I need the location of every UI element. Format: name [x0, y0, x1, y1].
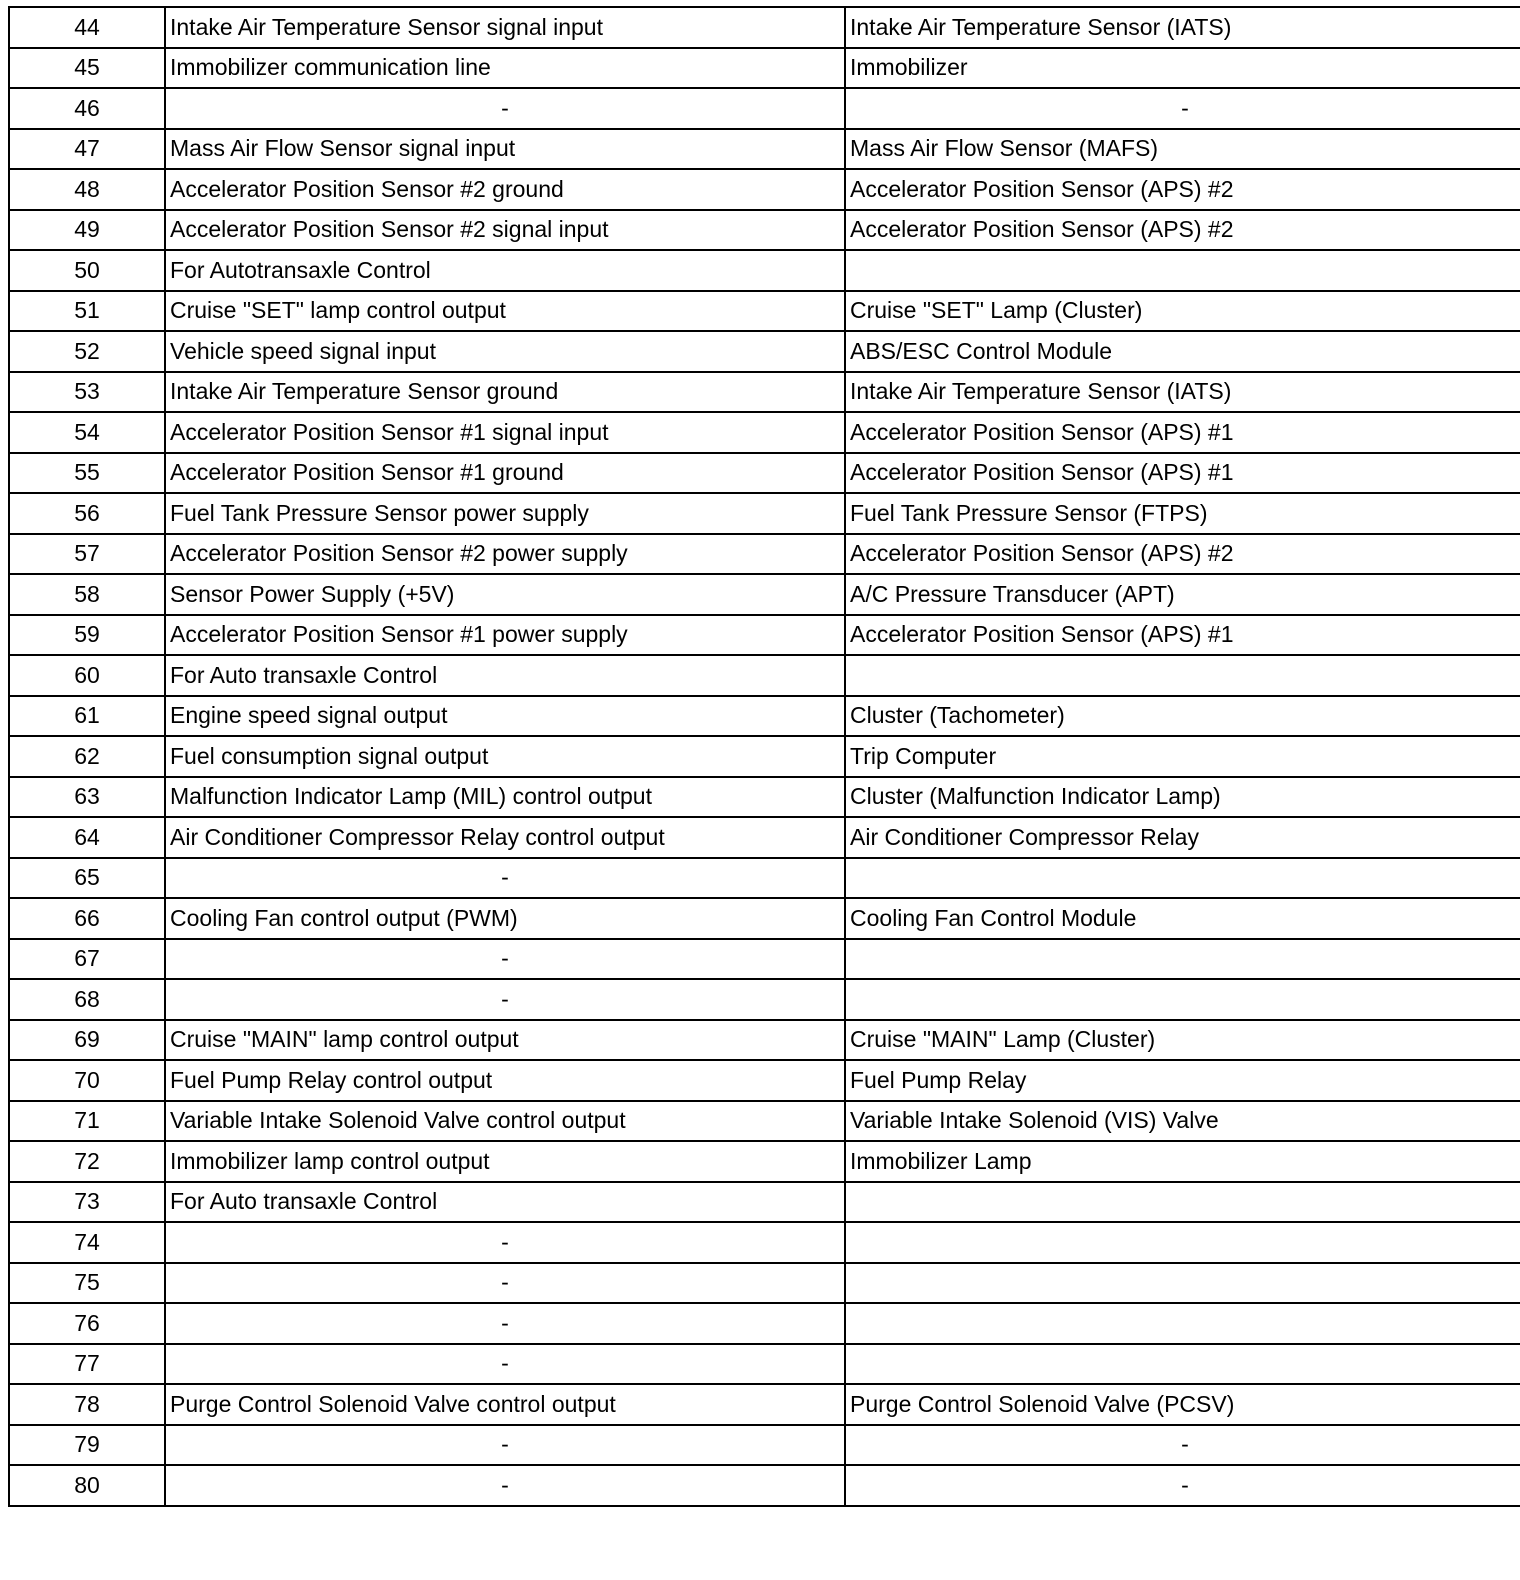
table-row	[9, 7, 1520, 48]
connected-to-cell: -	[845, 1425, 1520, 1466]
description-cell: Air Conditioner Compressor Relay control output	[165, 817, 845, 858]
pin-number-cell: 63	[9, 777, 165, 818]
description-cell: Intake Air Temperature Sensor ground	[165, 372, 845, 413]
description-cell: Cooling Fan control output (PWM)	[165, 898, 845, 939]
connected-to-cell: Accelerator Position Sensor (APS) #1	[845, 453, 1520, 494]
table-row	[9, 817, 1520, 858]
description-cell: -	[165, 1263, 845, 1304]
pin-number-cell: 77	[9, 1344, 165, 1385]
pin-number-cell: 74	[9, 1222, 165, 1263]
table-row	[9, 1182, 1520, 1223]
pin-number-cell: 70	[9, 1060, 165, 1101]
connected-to-cell: Air Conditioner Compressor Relay	[845, 817, 1520, 858]
pin-number-cell: 54	[9, 412, 165, 453]
connected-to-cell: Immobilizer	[845, 48, 1520, 89]
connected-to-cell: Trip Computer	[845, 736, 1520, 777]
description-cell: Variable Intake Solenoid Valve control output	[165, 1101, 845, 1142]
pin-number-cell: 48	[9, 169, 165, 210]
table-row	[9, 412, 1520, 453]
table-row	[9, 1344, 1520, 1385]
connected-to-cell: Accelerator Position Sensor (APS) #2	[845, 534, 1520, 575]
description-cell: -	[165, 1303, 845, 1344]
pin-description-table	[8, 6, 1520, 1507]
table-row	[9, 777, 1520, 818]
connected-to-cell: Cruise "MAIN" Lamp (Cluster)	[845, 1020, 1520, 1061]
table-row	[9, 1060, 1520, 1101]
table-row	[9, 898, 1520, 939]
connected-to-cell: A/C Pressure Transducer (APT)	[845, 574, 1520, 615]
connected-to-cell: Accelerator Position Sensor (APS) #1	[845, 615, 1520, 656]
connected-to-cell: Immobilizer Lamp	[845, 1141, 1520, 1182]
pin-number-cell: 53	[9, 372, 165, 413]
table-row	[9, 493, 1520, 534]
table-row	[9, 534, 1520, 575]
table-row	[9, 1303, 1520, 1344]
table-row	[9, 858, 1520, 899]
pin-number-cell: 79	[9, 1425, 165, 1466]
table-row	[9, 250, 1520, 291]
connected-to-cell: Purge Control Solenoid Valve (PCSV)	[845, 1384, 1520, 1425]
table-row	[9, 736, 1520, 777]
description-cell: Accelerator Position Sensor #2 power supply	[165, 534, 845, 575]
table-row	[9, 48, 1520, 89]
pin-number-cell: 65	[9, 858, 165, 899]
connected-to-cell	[845, 1263, 1520, 1304]
pin-number-cell: 57	[9, 534, 165, 575]
description-cell: Mass Air Flow Sensor signal input	[165, 129, 845, 170]
connected-to-cell: -	[845, 88, 1520, 129]
pin-number-cell: 44	[9, 7, 165, 48]
table-row	[9, 1141, 1520, 1182]
connected-to-cell	[845, 655, 1520, 696]
table-row	[9, 1384, 1520, 1425]
connected-to-cell: -	[845, 1465, 1520, 1506]
description-cell: Malfunction Indicator Lamp (MIL) control output	[165, 777, 845, 818]
table-row	[9, 331, 1520, 372]
table-row	[9, 574, 1520, 615]
pin-number-cell: 62	[9, 736, 165, 777]
pin-number-cell: 56	[9, 493, 165, 534]
connected-to-cell: Fuel Tank Pressure Sensor (FTPS)	[845, 493, 1520, 534]
description-cell: Cruise "MAIN" lamp control output	[165, 1020, 845, 1061]
connected-to-cell	[845, 1344, 1520, 1385]
description-cell: Accelerator Position Sensor #2 signal input	[165, 210, 845, 251]
pin-number-cell: 72	[9, 1141, 165, 1182]
table-row	[9, 291, 1520, 332]
pin-number-cell: 69	[9, 1020, 165, 1061]
description-cell: Fuel Tank Pressure Sensor power supply	[165, 493, 845, 534]
description-cell: -	[165, 1344, 845, 1385]
pin-number-cell: 47	[9, 129, 165, 170]
connected-to-cell: Mass Air Flow Sensor (MAFS)	[845, 129, 1520, 170]
description-cell: Accelerator Position Sensor #2 ground	[165, 169, 845, 210]
connected-to-cell: Cluster (Malfunction Indicator Lamp)	[845, 777, 1520, 818]
table-row	[9, 696, 1520, 737]
table-row	[9, 979, 1520, 1020]
description-cell: Accelerator Position Sensor #1 ground	[165, 453, 845, 494]
description-cell: -	[165, 979, 845, 1020]
description-cell: For Auto transaxle Control	[165, 655, 845, 696]
table-row	[9, 1263, 1520, 1304]
connected-to-cell: Accelerator Position Sensor (APS) #2	[845, 169, 1520, 210]
pin-number-cell: 60	[9, 655, 165, 696]
table-row	[9, 1101, 1520, 1142]
pin-number-cell: 45	[9, 48, 165, 89]
pin-number-cell: 50	[9, 250, 165, 291]
connected-to-cell	[845, 858, 1520, 899]
connected-to-cell: Variable Intake Solenoid (VIS) Valve	[845, 1101, 1520, 1142]
connected-to-cell: ABS/ESC Control Module	[845, 331, 1520, 372]
description-cell: For Auto transaxle Control	[165, 1182, 845, 1223]
table-row	[9, 1425, 1520, 1466]
connected-to-cell	[845, 1303, 1520, 1344]
description-cell: Fuel consumption signal output	[165, 736, 845, 777]
description-cell: -	[165, 1465, 845, 1506]
connected-to-cell	[845, 250, 1520, 291]
description-cell: For Autotransaxle Control	[165, 250, 845, 291]
table-row	[9, 1020, 1520, 1061]
pin-number-cell: 46	[9, 88, 165, 129]
pin-number-cell: 73	[9, 1182, 165, 1223]
table-row	[9, 169, 1520, 210]
connected-to-cell: Intake Air Temperature Sensor (IATS)	[845, 372, 1520, 413]
description-cell: -	[165, 1425, 845, 1466]
pin-number-cell: 61	[9, 696, 165, 737]
table-row	[9, 453, 1520, 494]
description-cell: Cruise "SET" lamp control output	[165, 291, 845, 332]
connected-to-cell	[845, 1222, 1520, 1263]
pin-number-cell: 66	[9, 898, 165, 939]
pin-number-cell: 49	[9, 210, 165, 251]
description-cell: Immobilizer communication line	[165, 48, 845, 89]
connected-to-cell	[845, 1182, 1520, 1223]
description-cell: Engine speed signal output	[165, 696, 845, 737]
description-cell: Fuel Pump Relay control output	[165, 1060, 845, 1101]
pin-number-cell: 64	[9, 817, 165, 858]
description-cell: Purge Control Solenoid Valve control output	[165, 1384, 845, 1425]
description-cell: Accelerator Position Sensor #1 power supply	[165, 615, 845, 656]
pin-number-cell: 59	[9, 615, 165, 656]
table-row	[9, 615, 1520, 656]
connected-to-cell: Fuel Pump Relay	[845, 1060, 1520, 1101]
pin-number-cell: 67	[9, 939, 165, 980]
connected-to-cell	[845, 939, 1520, 980]
table-row	[9, 210, 1520, 251]
description-cell: Accelerator Position Sensor #1 signal input	[165, 412, 845, 453]
table-row	[9, 1465, 1520, 1506]
pin-number-cell: 51	[9, 291, 165, 332]
pin-number-cell: 78	[9, 1384, 165, 1425]
pin-number-cell: 55	[9, 453, 165, 494]
pin-number-cell: 58	[9, 574, 165, 615]
description-cell: Intake Air Temperature Sensor signal input	[165, 7, 845, 48]
description-cell: -	[165, 88, 845, 129]
table-row	[9, 1222, 1520, 1263]
table-row	[9, 129, 1520, 170]
pin-number-cell: 75	[9, 1263, 165, 1304]
table-row	[9, 655, 1520, 696]
pin-number-cell: 52	[9, 331, 165, 372]
connected-to-cell: Cooling Fan Control Module	[845, 898, 1520, 939]
pin-number-cell: 71	[9, 1101, 165, 1142]
description-cell: Vehicle speed signal input	[165, 331, 845, 372]
description-cell: -	[165, 858, 845, 899]
pin-number-cell: 80	[9, 1465, 165, 1506]
description-cell: -	[165, 939, 845, 980]
pin-number-cell: 76	[9, 1303, 165, 1344]
table-body	[9, 7, 1520, 1506]
pin-number-cell: 68	[9, 979, 165, 1020]
table-row	[9, 939, 1520, 980]
connected-to-cell: Cruise "SET" Lamp (Cluster)	[845, 291, 1520, 332]
connected-to-cell	[845, 979, 1520, 1020]
table-row	[9, 372, 1520, 413]
connected-to-cell: Accelerator Position Sensor (APS) #2	[845, 210, 1520, 251]
description-cell: Immobilizer lamp control output	[165, 1141, 845, 1182]
connected-to-cell: Cluster (Tachometer)	[845, 696, 1520, 737]
description-cell: Sensor Power Supply (+5V)	[165, 574, 845, 615]
description-cell: -	[165, 1222, 845, 1263]
connected-to-cell: Intake Air Temperature Sensor (IATS)	[845, 7, 1520, 48]
connected-to-cell: Accelerator Position Sensor (APS) #1	[845, 412, 1520, 453]
table-row	[9, 88, 1520, 129]
